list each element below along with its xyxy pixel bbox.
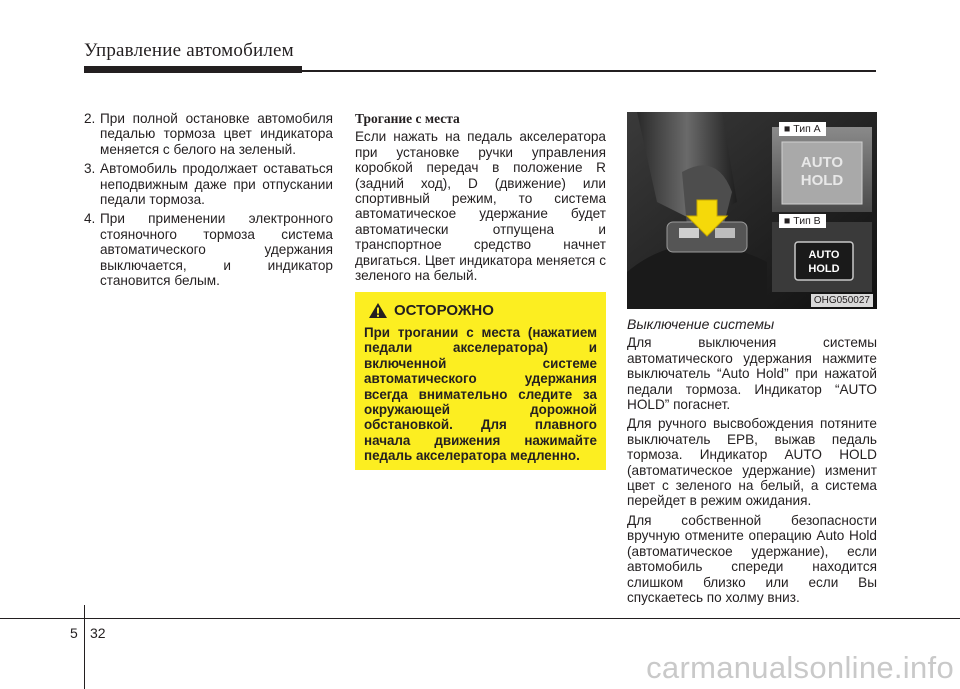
- button-b-line1: AUTO: [808, 249, 840, 261]
- warning-title: ОСТОРОЖНО: [394, 302, 494, 319]
- paragraph: Для выключения системы автоматического удержания нажмите выключатель “Auto Hold” при нажатой педали тормоза. Индикатор “AUTO HOLD” погаснет.: [627, 335, 877, 413]
- page-header-title: Управление автомобилем: [84, 40, 294, 61]
- list-item: [84, 111, 333, 157]
- footer-rule-vertical: [84, 605, 85, 689]
- page-number: 32: [90, 625, 106, 641]
- console-illustration: [627, 112, 877, 309]
- chapter-number: 5: [70, 625, 78, 641]
- button-a-line1: AUTO: [800, 154, 844, 171]
- list-item-text: При полной остановке автомобиля педалью тормоза цвет индикатора меняется с белого на зеленый.: [100, 111, 333, 157]
- auto-hold-photo: [627, 112, 877, 309]
- warning-text: При трогании с места (нажатием педали акселератора) и включенной системе автоматического удержания всегда внимательно следите за окружающей дорожной обстановкой. Для плавного начала движения нажимайте педаль акселератора медленно.: [364, 325, 597, 464]
- list-item: [84, 161, 333, 207]
- section-text-start: Если нажать на педаль акселератора при установке ручки управления коробкой передач в положение R (задний ход), D (движение) или спортивный режим, то система автоматическое удержание будет автоматически отпущена и транспортное средство начнет двигаться. Цвет индикатора меняется с зеленого на белый.: [355, 129, 606, 284]
- warning-box: [355, 292, 606, 470]
- header-rule-thin: [302, 70, 876, 72]
- middle-column: [355, 111, 606, 287]
- list-item-text: При применении электронного стояночного тормоза система автоматического удержания выключается, и индикатор становится белым.: [100, 211, 333, 289]
- figure-ref-code: OHG050027: [811, 294, 873, 307]
- paragraph: Для собственной безопасности вручную отмените операцию Auto Hold (автоматическое удержание), если автомобиль спереди находится слишком близко или если Вы спускаетесь по холму вниз.: [627, 512, 877, 605]
- watermark: carmanualsonline.info: [646, 650, 954, 685]
- button-a-line2: HOLD: [800, 172, 844, 189]
- list-item-text: Автомобиль продолжает оставаться неподвижным даже при отпускании педали тормоза.: [100, 161, 333, 208]
- list-item-number: 2.: [84, 111, 96, 126]
- type-b-label: ■ Тип B: [779, 214, 826, 228]
- right-column: [627, 317, 877, 609]
- warning-header: [364, 302, 597, 319]
- list-item: [84, 211, 333, 288]
- button-b-line2: HOLD: [808, 263, 840, 275]
- list-item-number: 3.: [84, 161, 96, 177]
- paragraph: Для ручного высвобождения потяните выключатель EPB, выжав педаль тормоза. Индикатор AUTO HOLD (автоматическое удержание) изменит цвет с зеленого на белый, а система перейдет в режим ожидания.: [627, 416, 877, 509]
- section-title-start: Трогание с места: [355, 111, 460, 126]
- left-column: [84, 111, 333, 292]
- footer-rule-horizontal: [0, 618, 960, 619]
- list-item-number: 4.: [84, 211, 96, 227]
- header-rule-thick: [84, 66, 302, 73]
- type-a-label: ■ Тип A: [779, 122, 826, 136]
- warning-icon: [368, 302, 388, 319]
- section-title-off: Выключение системы: [627, 316, 775, 332]
